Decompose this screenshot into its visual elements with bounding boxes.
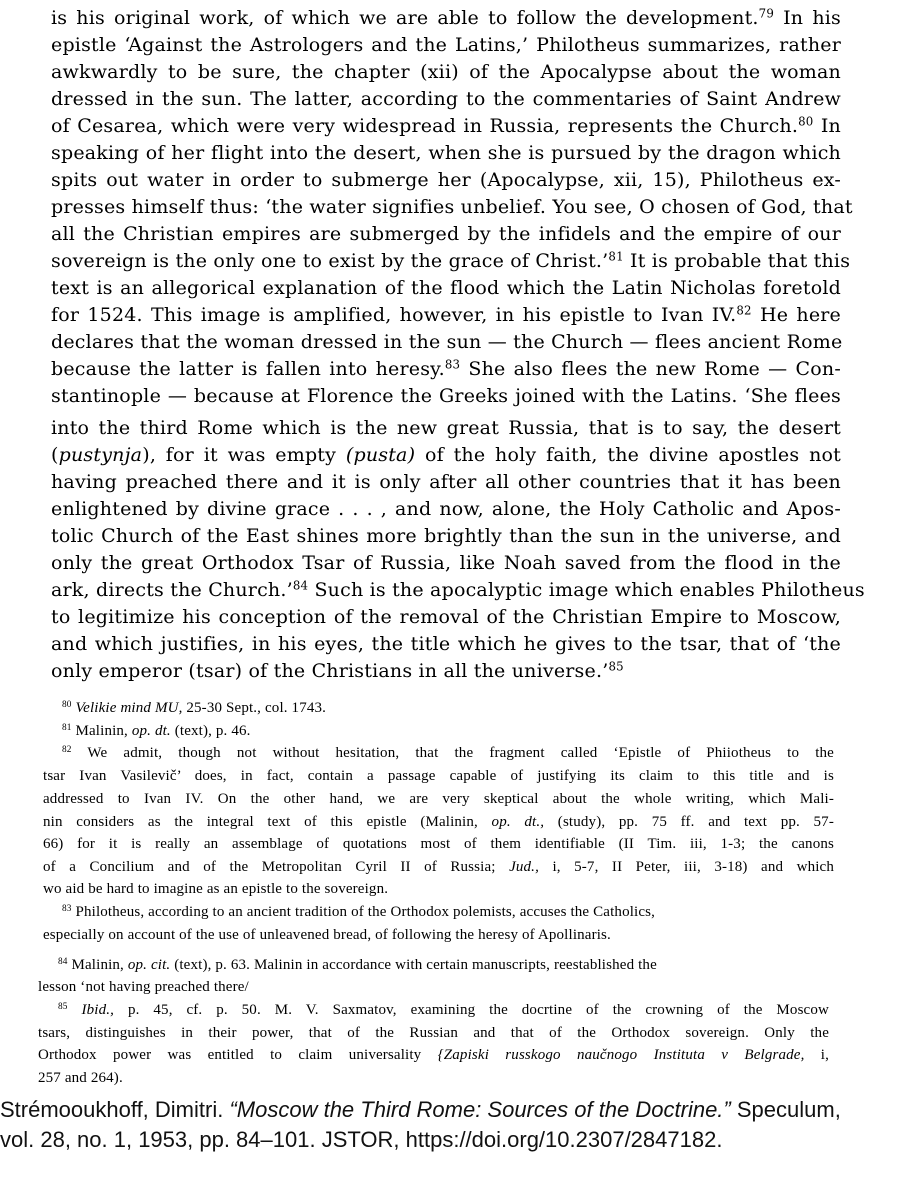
body-line — [51, 469, 841, 496]
footnote-ref: 83 — [62, 903, 72, 914]
text-run: declares that the woman dressed in the sun — the Church — flees ancient Rome — [51, 331, 843, 353]
text-run: ark, directs the Church.’ — [51, 579, 293, 601]
text-run: wo aid be hard to imagine as an epistle to the sovereign. — [43, 881, 389, 897]
text-run: spits out water in order to submerge her (Apocalypse, xii, 15), Philotheus ex- — [51, 169, 841, 191]
body-line — [51, 32, 841, 59]
text-run: enlightened by divine grace . . . , and now, alone, the Holy Catholic and Apos- — [51, 498, 841, 520]
text-run: especially on account of the use of unleavened bread, of following the heresy of Apollinaris. — [43, 927, 611, 943]
text-run: (text), p. 63. Malinin in accordance with certain manuscripts, reestablished the — [170, 957, 657, 973]
footnote-ref: 80 — [62, 699, 72, 710]
footnote-ref: 85 — [58, 1001, 68, 1012]
text-run — [68, 1002, 82, 1018]
footnote-ref: 81 — [62, 722, 72, 733]
body-line — [51, 140, 841, 167]
text-run: of the holy faith, the divine apostles not — [415, 444, 841, 466]
footnote-ref: 82 — [736, 303, 752, 318]
footnote-84 — [58, 954, 657, 976]
footnote-ref: 81 — [608, 249, 624, 264]
body-line — [51, 631, 841, 658]
footnote-ref: 80 — [798, 114, 814, 129]
body-line — [51, 383, 841, 410]
italic-text: Jud., — [509, 859, 539, 875]
text-run: 257 and 264). — [38, 1070, 123, 1086]
body-line — [51, 86, 841, 113]
footnote-82 — [62, 742, 834, 764]
citation-line-2: vol. 28, no. 1, 1953, pp. 84–101. JSTOR, https://doi.org/10.2307/2847182. — [0, 1127, 723, 1152]
text-run: (study), pp. 75 ff. and text pp. 57- — [544, 814, 834, 830]
footnote-85-cont — [38, 1022, 829, 1044]
italic-text: op. dt., — [491, 814, 545, 830]
body-line — [51, 442, 841, 469]
body-line — [51, 5, 841, 32]
footnote-83 — [62, 901, 655, 923]
footnote-ref: 82 — [62, 744, 72, 755]
footnote-83-cont — [43, 924, 611, 946]
text-run: having preached there and it is only after all other countries that it has been — [51, 471, 841, 493]
text-run: In — [813, 115, 841, 137]
text-run: for 1524. This image is amplified, however, in his epistle to Ivan IV. — [51, 304, 737, 326]
body-line — [51, 59, 841, 86]
footnote-ref: 85 — [608, 659, 624, 674]
text-run: all the Christian empires are submerged by the infidels and the empire of our — [51, 223, 841, 245]
citation-author: Strémooukhoff, Dimitri. — [0, 1097, 230, 1122]
text-run: He here — [751, 304, 841, 326]
body-line — [51, 194, 853, 221]
body-line — [51, 248, 851, 275]
text-run: (text), p. 46. — [170, 723, 251, 739]
body-line — [51, 275, 841, 302]
footnote-82-cont — [43, 788, 834, 810]
text-run: text is an allegorical explanation of the flood which the Latin Nicholas foretold — [51, 277, 841, 299]
body-line — [51, 415, 841, 442]
text-run: because the latter is fallen into heresy. — [51, 358, 445, 380]
text-run: addressed to Ivan IV. On the other hand, we are very skeptical about the whole writing, which Mali- — [43, 791, 834, 807]
text-run: and which justifies, in his eyes, the title which he gives to the tsar, that of ‘the — [51, 633, 841, 655]
italic-text: {Zapiski russkogo naučnogo Instituta v Belgrade, — [437, 1047, 805, 1063]
body-line — [51, 221, 841, 248]
body-line — [51, 329, 841, 356]
body-line — [51, 577, 865, 604]
footnote-82-cont — [43, 765, 834, 787]
footnote-81 — [62, 720, 251, 742]
text-run: awkwardly to be sure, the chapter (xii) of the Apocalypse about the woman — [51, 61, 841, 83]
text-run: It is probable that this — [623, 250, 851, 272]
footnote-85-cont — [38, 1067, 123, 1089]
body-line — [51, 604, 841, 631]
footnote-85-cont — [38, 1044, 829, 1066]
text-run: She also flees the new Rome — Con- — [460, 358, 841, 380]
text-run: tolic Church of the East shines more brightly than the sun in the universe, and — [51, 525, 841, 547]
body-line — [51, 167, 841, 194]
text-run: is his original work, of which we are able to follow the development. — [51, 7, 759, 29]
text-run: Malinin, — [71, 723, 132, 739]
text-run: p. 45, cf. p. 50. M. V. Saxmatov, examining the docrtine of the crowning of the Moscow — [114, 1002, 829, 1018]
footnote-ref: 84 — [292, 578, 309, 593]
text-run: We admit, though not without hesitation, that the fragment called ‘Epistle of Phiiotheus to the — [71, 745, 834, 761]
body-line — [51, 550, 841, 577]
text-run: In his — [774, 7, 841, 29]
text-run: Orthodox power was entitled to claim universality — [38, 1047, 438, 1063]
text-run: dressed in the sun. The latter, according to the commentaries of Saint Andrew — [51, 88, 841, 110]
citation-journal: Speculum, — [730, 1097, 841, 1122]
text-run: of a Concilium and of the Metropolitan Cyril II of Russia; — [43, 859, 510, 875]
text-run: stantinople — because at Florence the Greeks joined with the Latins. ‘She flees — [51, 385, 841, 407]
italic-text: op. dt. — [131, 723, 171, 739]
body-line — [51, 356, 841, 383]
text-run: ), for it was empty — [142, 444, 346, 466]
text-run: presses himself thus: ‘the water signifies unbelief. You see, O chosen of God, that — [51, 196, 853, 218]
body-line — [51, 496, 841, 523]
text-run: to legitimize his conception of the removal of the Christian Empire to Moscow, — [51, 606, 841, 628]
text-run: nin considers as the integral text of this epistle (Malinin, — [43, 814, 492, 830]
footnote-82-cont — [43, 833, 834, 855]
italic-text: Ibid., — [81, 1002, 115, 1018]
footnote-80 — [62, 697, 326, 719]
text-run: tsar Ivan Vasilevič’ does, in fact, contain a passage capable of justifying its claim to this title and is — [43, 768, 834, 784]
text-run: Philotheus, according to an ancient tradition of the Orthodox polemists, accuses the Catholics, — [71, 904, 656, 920]
body-line — [51, 523, 841, 550]
italic-text: Velikie mind MU, — [75, 700, 183, 716]
text-run: lesson ‘not having preached there/ — [38, 979, 249, 995]
text-run: Malinin, — [67, 957, 128, 973]
footnote-ref: 84 — [58, 956, 68, 967]
body-line-last — [51, 658, 841, 685]
italic-text: (pusta) — [345, 444, 416, 466]
text-run: epistle ‘Against the Astrologers and the Latins,’ Philotheus summarizes, rather — [51, 34, 841, 56]
text-run: 66) for it is really an assemblage of quotations most of them identifiable (II Tim. iii, 1-3; the canons — [43, 836, 834, 852]
footnote-82-cont — [43, 878, 388, 900]
footnote-ref: 83 — [444, 357, 461, 372]
italic-text: pustynja — [58, 444, 143, 466]
text-run: i, 5-7, II Peter, iii, 3-18) and which — [538, 859, 835, 875]
text-run: 25-30 Sept., col. 1743. — [182, 700, 327, 716]
text-run: i, — [804, 1047, 829, 1063]
text-run: only emperor (tsar) of the Christians in all the universe.’ — [51, 660, 609, 682]
text-run: of Cesarea, which were very widespread in Russia, represents the Church. — [51, 115, 799, 137]
citation-title: “Moscow the Third Rome: Sources of the Doctrine.” — [229, 1097, 731, 1122]
text-run: speaking of her flight into the desert, when she is pursued by the dragon which — [51, 142, 841, 164]
text-run: only the great Orthodox Tsar of Russia, like Noah saved from the flood in the — [51, 552, 841, 574]
text-run: ( — [51, 444, 59, 466]
footnote-82-cont — [43, 811, 834, 833]
text-run: into the third Rome which is the new great Russia, that is to say, the desert — [51, 417, 841, 439]
text-run: sovereign is the only one to exist by the grace of Christ.’ — [51, 250, 609, 272]
body-line — [51, 302, 841, 329]
footnote-84-cont — [38, 976, 249, 998]
footnote-ref: 79 — [758, 6, 775, 21]
citation-line-1 — [0, 1095, 841, 1125]
footnote-82-cont — [43, 856, 834, 878]
text-run: tsars, distinguishes in their power, that of the Russian and that of the Orthodox sovereign. Only the — [38, 1025, 829, 1041]
italic-text: op. cit. — [127, 957, 171, 973]
footnote-85 — [58, 999, 829, 1021]
text-run: Such is the apocalyptic image which enables Philotheus — [308, 579, 865, 601]
body-line — [51, 113, 841, 140]
